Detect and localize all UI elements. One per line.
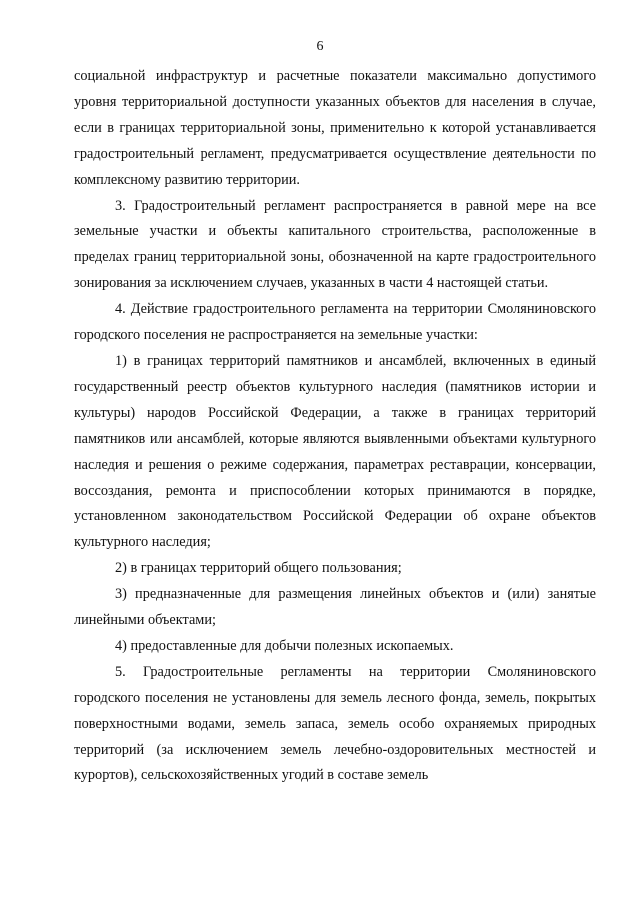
- paragraph-subitem-2: 2) в границах территорий общего пользования;: [115, 560, 402, 577]
- paragraph-continuation: социальной инфраструктур и расчетные показатели максимально допустимого уровня территориальной доступности указанных объектов для населения в случае, если в границах территориальной зоны, применительно к которой устанавливается градостроительный регламент, предусматривается осуществление деятельности по комплексному развитию территории.: [74, 68, 596, 188]
- page-number: 6: [316, 39, 324, 54]
- document-body: [74, 64, 596, 789]
- paragraph-subitem-1: 1) в границах территорий памятников и ансамблей, включенных в единый государственный реестр объектов культурного наследия (памятников истории и культуры) народов Российской Федерации, а также в границах территорий памятников или ансамблей, которые являются выявленными объектами культурного наследия и решения о режиме содержания, параметрах реставрации, консервации, воссоздания, ремонта и приспособлении которых принимаются в порядке, установленном законодательством Российской Федерации об охране объектов культурного наследия;: [74, 352, 596, 551]
- paragraph-subitem-3: 3) предназначенные для размещения линейных объектов и (или) занятые линейными объектами;: [74, 586, 596, 629]
- paragraph-item-5: 5. Градостроительные регламенты на территории Смоляниновского городского поселения не установлены для земель лесного фонда, земель, покрытых поверхностными водами, земель запаса, земель особо охраняемых природных территорий (за исключением земель лечебно-оздоровительных местностей и курортов), сельскохозяйственных угодий в составе земель: [74, 663, 596, 784]
- paragraph-item-4: 4. Действие градостроительного регламента на территории Смоляниновского городского поселения не распространяется на земельные участки:: [74, 301, 596, 344]
- paragraph-item-3: 3. Градостроительный регламент распространяется в равной мере на все земельные участки и объекты капитального строительства, расположенные в пределах границ территориальной зоны, обозначенной на карте градостроительного зонирования за исключением случаев, указанных в части 4 настоящей статьи.: [74, 197, 596, 292]
- paragraph-subitem-4: 4) предоставленные для добычи полезных ископаемых.: [115, 637, 454, 654]
